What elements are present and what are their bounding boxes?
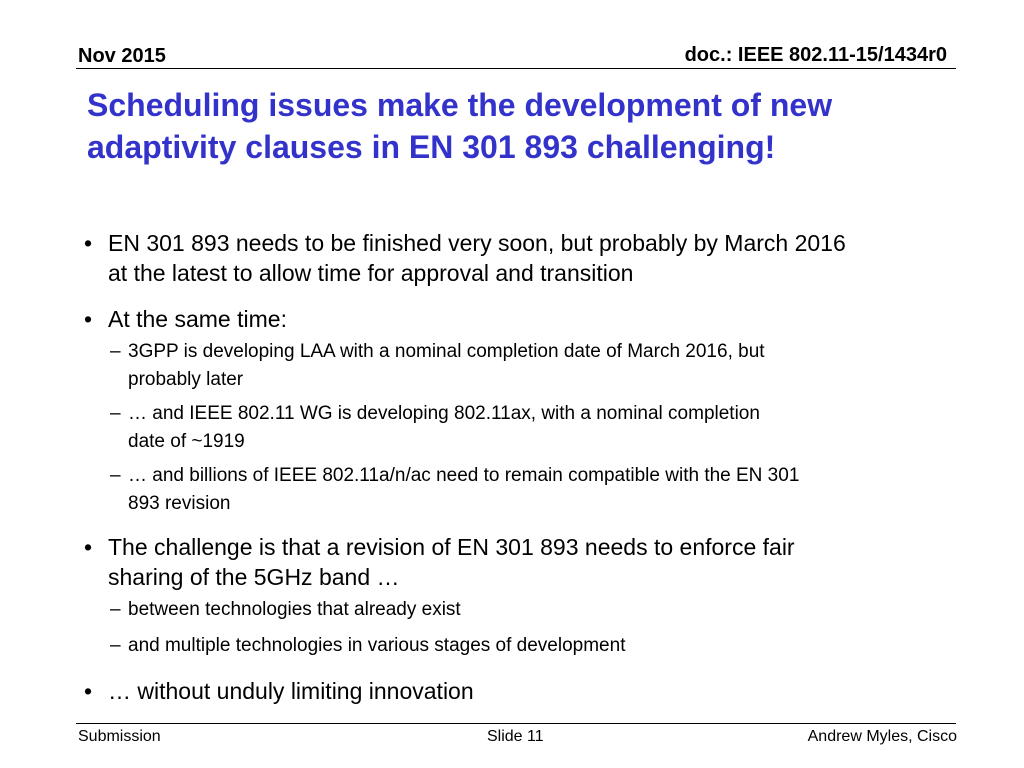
sub-bullet-text-line: … and IEEE 802.11 WG is developing 802.11ax, with a nominal completion [128, 403, 760, 424]
sub-bullet-text-line: 893 revision [128, 493, 231, 514]
sub-bullet-text-line: and multiple technologies in various stages of development [128, 635, 626, 656]
slide-title-line-1: Scheduling issues make the development of new [87, 87, 833, 123]
footer-author: Andrew Myles, Cisco [807, 728, 957, 745]
sub-bullet-item [84, 596, 944, 624]
dash-marker: – [110, 341, 121, 362]
dash-marker: – [110, 635, 121, 656]
bullet-text-line: EN 301 893 needs to be finished very soon, but probably by March 2016 [108, 230, 846, 256]
footer-slide-number: Slide 11 [487, 728, 544, 745]
bullet-marker: • [84, 678, 93, 704]
sub-bullet-item [84, 462, 944, 518]
sub-bullet-text-line: date of ~1919 [128, 431, 245, 452]
footer-submission: Submission [78, 728, 161, 745]
dash-marker: – [110, 465, 121, 486]
sub-bullet-item [84, 400, 944, 456]
bullet-text-line: sharing of the 5GHz band … [108, 564, 400, 590]
header-doc-id: doc.: IEEE 802.11-15/1434r0 [684, 44, 947, 66]
bullet-item [84, 676, 944, 706]
footer-divider [76, 723, 956, 724]
sub-bullet-text-line: 3GPP is developing LAA with a nominal completion date of March 2016, but [128, 341, 765, 362]
bullet-text-line: … without unduly limiting innovation [108, 678, 474, 704]
bullet-item [84, 228, 944, 288]
bullet-text-line: at the latest to allow time for approval and transition [108, 260, 634, 286]
sub-bullet-text-line: between technologies that already exist [128, 599, 461, 620]
header-divider [76, 68, 956, 69]
bullet-text-line: The challenge is that a revision of EN 301 893 needs to enforce fair [108, 534, 795, 560]
bullet-marker: • [84, 230, 93, 256]
header-date: Nov 2015 [78, 45, 166, 67]
bullet-item [84, 304, 944, 334]
sub-bullet-text-line: … and billions of IEEE 802.11a/n/ac need to remain compatible with the EN 301 [128, 465, 800, 486]
slide-title-line-2: adaptivity clauses in EN 301 893 challenging! [87, 129, 776, 165]
dash-marker: – [110, 599, 121, 620]
sub-bullet-item [84, 632, 944, 660]
bullet-marker: • [84, 534, 93, 560]
slide-title [87, 84, 967, 168]
sub-bullet-item [84, 338, 944, 394]
bullet-text-line: At the same time: [108, 306, 287, 332]
dash-marker: – [110, 403, 121, 424]
bullet-item [84, 532, 944, 592]
sub-bullet-text-line: probably later [128, 369, 244, 390]
slide-body [84, 228, 944, 706]
bullet-marker: • [84, 306, 93, 332]
